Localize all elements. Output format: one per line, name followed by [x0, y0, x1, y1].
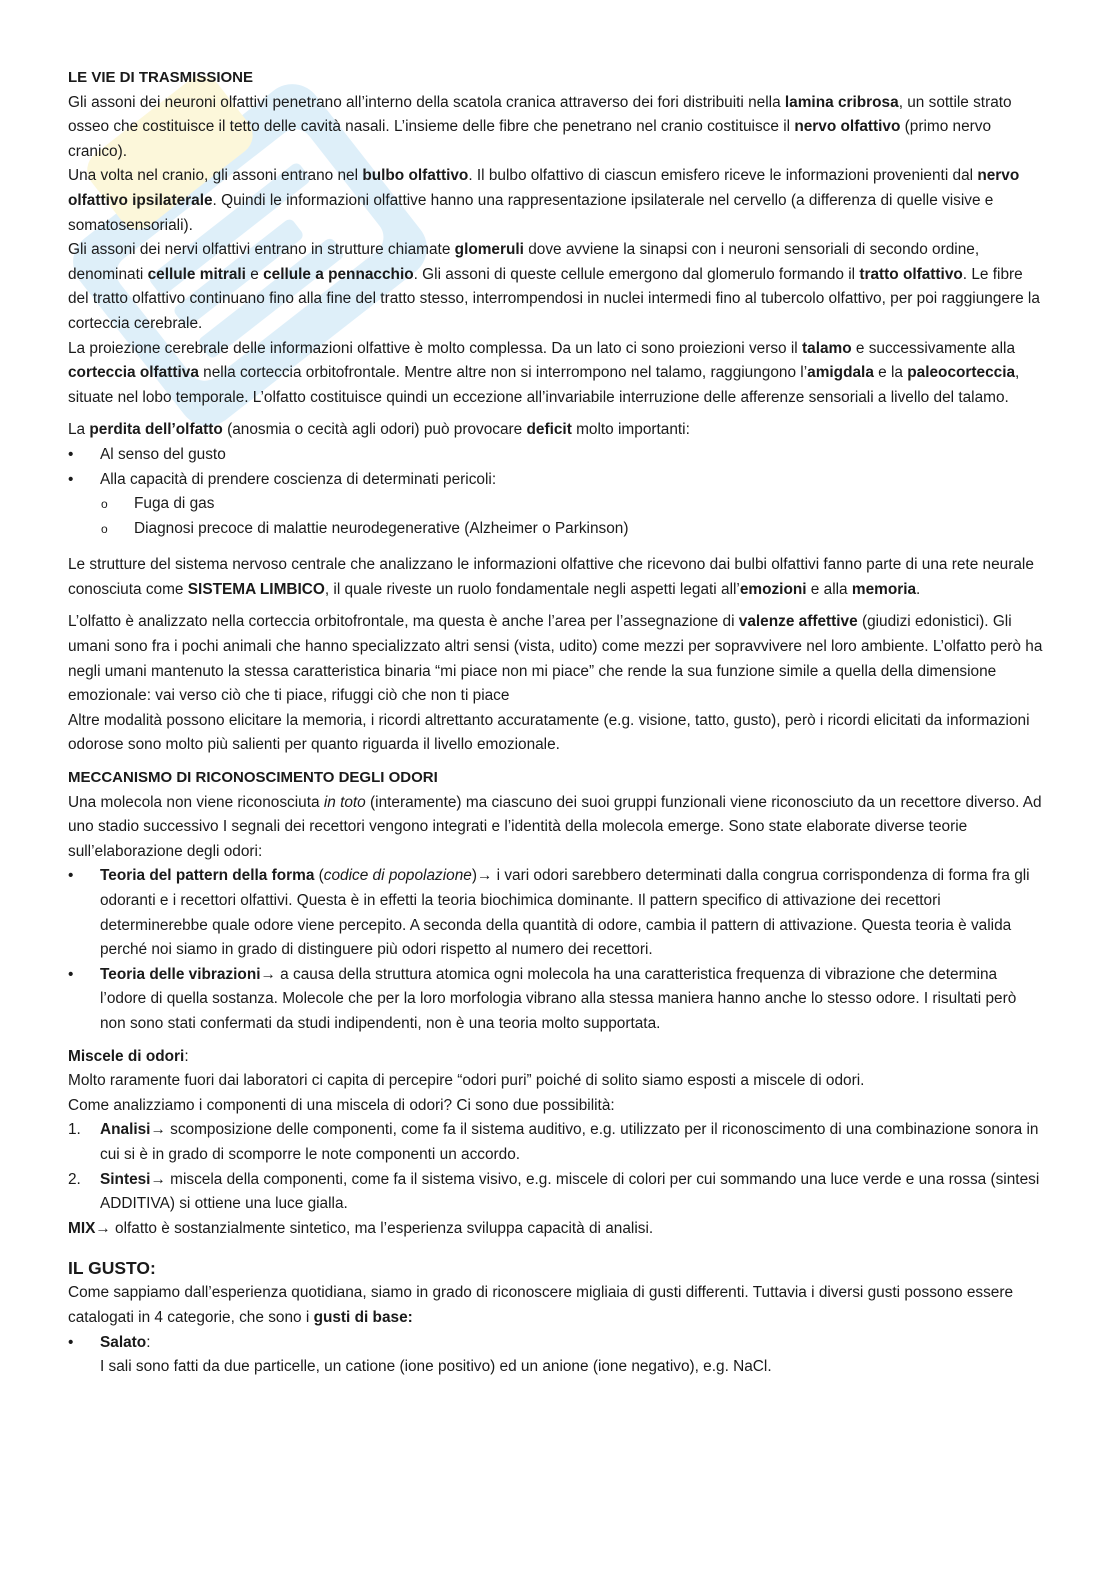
list-item: • Teoria delle vibrazioni→ a causa della struttura atomica ogni molecola ha una caratteristica frequenza di vibrazione che determina l’odore di quella sostanza. Molecole che per la loro morfologia vibrano alla stessa maniera hanno anche lo stesso odore. I risultati però non sono stati confermati da studi indipendenti, non è una teoria molto supportata.	[68, 963, 1046, 1037]
circle-bullet-icon: o	[101, 521, 108, 536]
section-title-trasmissione: LE VIE DI TRASMISSIONE	[68, 69, 254, 86]
paragraph: L’olfatto è analizzato nella corteccia orbitofrontale, ma questa è anche l’area per l’assegnazione di valenze affettive (giudizi edonistici). Gli umani sono fra i pochi animali che hanno specializzato altri sensi (vista, udito) come mezzi per sopravvivere nel loro ambiente. L’olfatto però ha negli umani mantenuto la stessa caratteristica binaria “mi piace non mi piace” che rende la sua funzione simile a quella della dimensione emozionale: vai verso ciò che ti piace, rifuggi ciò che non ti piace	[68, 613, 1043, 705]
list-item: • Al senso del gusto	[68, 443, 1046, 468]
paragraph: Una molecola non viene riconosciuta in toto (interamente) ma ciascuno dei suoi gruppi funzionali viene riconosciuto da un recettore diverso. Ad uno stadio successivo I segnali dei recettori vengono integrati e l’identità della molecola emerge. Sono state elaborate diverse teorie sull’elaborazione degli odori:	[68, 793, 1042, 860]
paragraph: Le strutture del sistema nervoso centrale che analizzano le informazioni olfattive che ricevono dai bulbi olfattivi fanno parte di una rete neurale conosciuta come SISTEMA LIMBICO, il quale riveste un ruolo fondamentale negli aspetti legati all’emozioni e alla memoria.	[68, 556, 1034, 598]
circle-bullet-icon: o	[101, 497, 108, 512]
arrow-right-icon: )→	[471, 867, 493, 885]
list-item: 1. Analisi→ scomposizione delle componenti, come fa il sistema auditivo, e.g. utilizzato per il riconoscimento di una combinazione sonora in cui si è in grado di scomporre le note componenti un accordo.	[68, 1121, 1039, 1163]
list-item: 2. Sintesi→ miscela della componenti, come fa il sistema visivo, e.g. miscele di colori per cui sommando una luce verde e una rossa (sintesi ADDITIVA) si ottiene una luce gialla.	[68, 1170, 1040, 1213]
paragraph: Gli assoni dei nervi olfattivi entrano in strutture chiamate glomeruli dove avviene la sinapsi con i neuroni sensoriali di secondo ordine, denominati cellule mitrali e cellule a pennacchio. Gli assoni di queste cellule emergono dal glomerulo formando il tratto olfattivo. Le fibre del tratto olfattivo continuano fino alla fine del tratto stesso, interrompendosi in nuclei intermedi fino al tubercolo olfattivo, per poi raggiungere la corteccia cerebrale.	[68, 241, 1040, 332]
paragraph: Miscele di odori:	[68, 1047, 189, 1065]
list-item: • Alla capacità di prendere coscienza di determinati pericoli:	[68, 468, 1046, 493]
bullet-icon: •	[68, 965, 74, 983]
paragraph: Come analizziamo i componenti di una miscela di odori? Ci sono due possibilità:	[68, 1096, 615, 1114]
paragraph: Molto raramente fuori dai laboratori ci capita di percepire “odori puri” poiché di solito siamo esposti a miscele di odori.	[68, 1072, 865, 1090]
bullet-icon: •	[68, 1333, 74, 1351]
arrow-right-icon: →	[150, 1170, 166, 1188]
list-item: • Salato: I sali sono fatti da due particelle, un catione (ione positivo) ed un anione (ione negativo), e.g. NaCl.	[68, 1331, 1046, 1380]
bullet-icon: •	[68, 470, 74, 488]
arrow-right-icon: →	[150, 1121, 166, 1139]
bullet-list	[68, 864, 1046, 1036]
paragraph: Gli assoni dei neuroni olfattivi penetrano all’interno della scatola cranica attraverso dei fori distribuiti nella lamina cribrosa, un sottile strato osseo che costituisce il tetto delle cavità nasali. L’insieme delle fibre che penetrano nel cranio costituisce il nervo olfattivo (primo nervo cranico).	[68, 93, 1012, 160]
list-item: • Teoria del pattern della forma (codice di popolazione)→ i vari odori sarebbero determinati dalla congrua corrispondenza di forma fra gli odoranti e i recettori olfattivi. Questa è in effetti la teoria biochimica dominante. Il pattern specifico di attivazione dei recettori determinerebbe quale odore viene percepito. A seconda della quantità di odore, cambia il pattern di attivazione. Questa teoria è valida perché noi siamo in grado di distinguere più odori rispetto al numero dei recettori.	[68, 864, 1046, 962]
list-item: o Diagnosi precoce di malattie neurodegenerative (Alzheimer o Parkinson)	[68, 517, 1046, 542]
bullet-icon: •	[68, 445, 74, 463]
paragraph: Altre modalità possono elicitare la memoria, i ricordi altrettanto accuratamente (e.g. visione, tatto, gusto), però i ricordi elicitati da informazioni odorose sono molto più salienti per quanto riguarda il livello emozionale.	[68, 711, 1030, 754]
paragraph: MIX→ olfatto è sostanzialmente sintetico, ma l’esperienza sviluppa capacità di analisi.	[68, 1219, 654, 1237]
arrow-right-icon: →	[260, 965, 276, 983]
bullet-list	[68, 443, 1046, 541]
arrow-right-icon: →	[95, 1219, 111, 1237]
list-item: o Fuga di gas	[68, 492, 1046, 517]
section-title-gusto: IL GUSTO:	[68, 1258, 156, 1279]
section-title-meccanismo: MECCANISMO DI RICONOSCIMENTO DEGLI ODORI	[68, 769, 438, 787]
paragraph: La proiezione cerebrale delle informazioni olfattive è molto complessa. Da un lato ci sono proiezioni verso il talamo e successivamente alla corteccia olfattiva nella corteccia orbitofrontale. Mentre altre non si interrompono nel talamo, raggiungono l’amigdala e la paleocorteccia, situate nel lobo temporale. L’olfatto costituisce quindi un eccezione all’invariabile interruzione delle afferenze sensoriali a livello del talamo.	[68, 339, 1020, 406]
paragraph: Come sappiamo dall’esperienza quotidiana, siamo in grado di riconoscere migliaia di gusti differenti. Tuttavia i diversi gusti possono essere catalogati in 4 categorie, che sono i gusti di base:	[68, 1284, 1014, 1326]
numbered-list	[68, 1118, 1046, 1216]
paragraph: Una volta nel cranio, gli assoni entrano nel bulbo olfattivo. Il bulbo olfattivo di ciascun emisfero riceve le informazioni provenienti dal nervo olfattivo ipsilaterale. Quindi le informazioni olfattive hanno una rappresentazione ipsilaterale nel cervello (a differenza di quelle visive e somatosensoriali).	[68, 167, 1020, 234]
bullet-list	[68, 1331, 1046, 1380]
bullet-icon: •	[68, 867, 74, 885]
document-page	[68, 66, 1046, 1380]
paragraph: La perdita dell’olfatto (anosmia o cecità agli odori) può provocare deficit molto importanti:	[68, 421, 690, 439]
